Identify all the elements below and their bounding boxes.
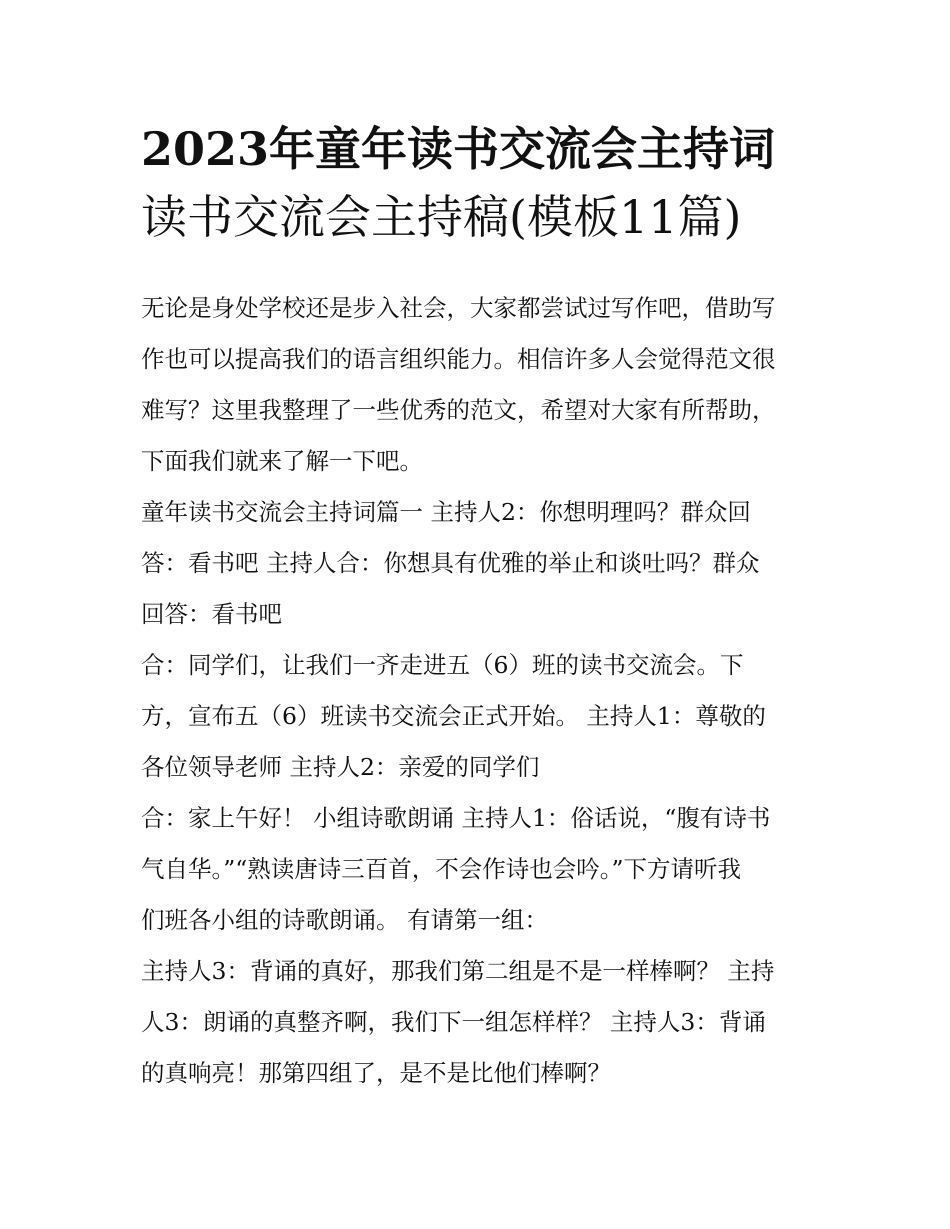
text-line: 方，宣布五（6）班读书交流会正式开始。 主持人1：尊敬的 [141, 702, 766, 730]
title-line-1: 2023年童年读书交流会主持词 [141, 122, 776, 176]
text-line: 人3：朗诵的真整齐啊，我们下一组怎样样？ 主持人3：背诵 [141, 1008, 766, 1036]
paragraph-opening [141, 640, 813, 793]
paragraph-section-one [141, 487, 813, 640]
text-line: 合：同学们，让我们一齐走进五（6）班的读书交流会。下 [141, 651, 744, 679]
text-line: 童年读书交流会主持词篇一 主持人2：你想明理吗？群众回 [141, 498, 751, 526]
text-line: 回答：看书吧 [141, 600, 282, 628]
document-body [141, 283, 813, 1099]
text-line: 们班各小组的诗歌朗诵。 有请第一组： [141, 906, 548, 934]
text-line: 合：家上午好！ 小组诗歌朗诵 主持人1：俗话说，“腹有诗书 [141, 804, 771, 832]
document-title [141, 115, 831, 251]
text-line: 难写？这里我整理了一些优秀的范文，希望对大家有所帮助， [141, 396, 776, 424]
text-line: 的真响亮！那第四组了，是不是比他们棒啊？ [141, 1059, 611, 1087]
text-line: 无论是身处学校还是步入社会，大家都尝试过写作吧，借助写 [141, 294, 776, 322]
text-line: 下面我们就来了解一下吧。 [141, 447, 423, 475]
text-line: 答：看书吧 主持人合：你想具有优雅的举止和谈吐吗？群众 [141, 549, 760, 577]
text-line: 气自华。”“熟读唐诗三百首，不会作诗也会吟。”下方请听我 [141, 855, 742, 883]
paragraph-groups [141, 946, 813, 1099]
title-line-2: 读书交流会主持稿(模板11篇) [141, 190, 742, 244]
paragraph-intro [141, 283, 813, 487]
text-line: 作也可以提高我们的语言组织能力。相信许多人会觉得范文很 [141, 345, 776, 373]
text-line: 主持人3：背诵的真好，那我们第二组是不是一样棒啊？ 主持 [141, 957, 775, 985]
text-line: 各位领导老师 主持人2：亲爱的同学们 [141, 753, 540, 781]
paragraph-poetry [141, 793, 813, 946]
